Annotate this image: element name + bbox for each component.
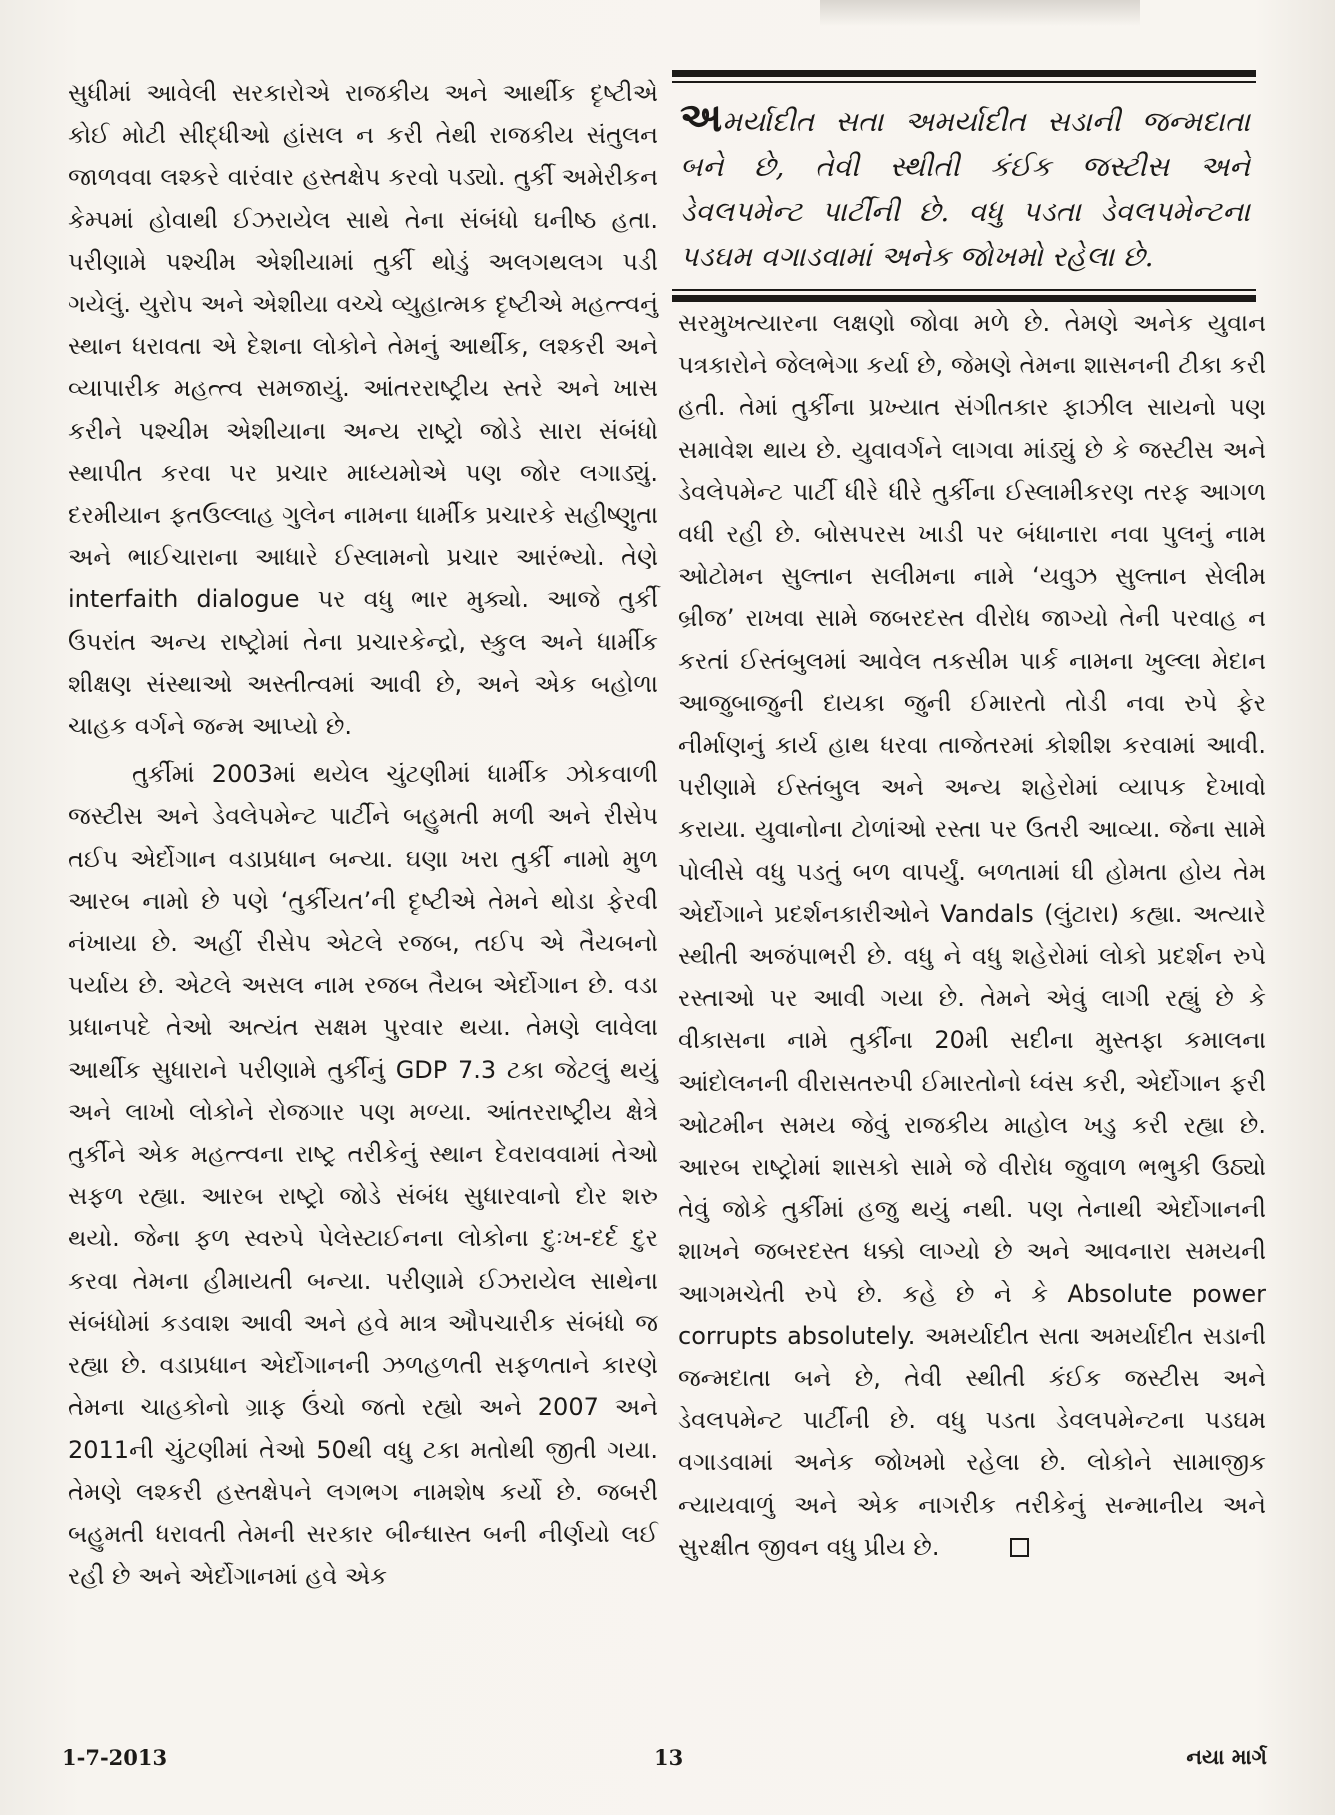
pull-quote-bottom-rules bbox=[672, 289, 1256, 302]
pull-quote-bottom-thin-rule bbox=[672, 289, 1256, 291]
left-column bbox=[68, 72, 658, 1597]
pull-quote-drop-cap: અ bbox=[680, 94, 723, 141]
right-paragraph-1-text: સરમુખત્યારના લક્ષણો જોવા મળે છે. તેમણે અનેક યુવાન પત્રકારોને જેલભેગા કર્યા છે, જેમણે તેમના શાસનની ટીકા કરી હતી. તેમાં તુર્કીના પ્રખ્યાત સંગીતકાર ફાઝીલ સાયનો પણ સમાવેશ થાય છે. યુવાવર્ગને લાગવા માંડ્યું છે કે જસ્ટીસ અને ડેવલેપમેન્ટ પાર્ટી ધીરે ધીરે તુર્કીના ઈસ્લામીકરણ તરફ આગળ વધી રહી છે. બોસપરસ ખાડી પર બંધાનારા નવા પુલનું નામ ઓટોમન સુલ્તાન સલીમના નામે ‘યવુઝ સુલ્તાન સેલીમ બ્રીજ’ રાખવા સામે જબરદસ્ત વીરોધ જાગ્યો તેની પરવાહ ન કરતાં ઈસ્તંબુલમાં આવેલ તકસીમ પાર્ક નામના ખુલ્લા મેદાન આજુબાજુની દાયકા જુની ઈમારતો તોડી નવા રુપે ફેર નીર્માણનું કાર્ય હાથ ધરવા તાજેતરમાં કોશીશ કરવામાં આવી. પરીણામે ઈસ્તંબુલ અને અન્ય શહેરોમાં વ્યાપક દેખાવો કરાયા. યુવાનોના ટોળાંઓ રસ્તા પર ઉતરી આવ્યા. જેના સામે પોલીસે વધુ પડતું બળ વાપર્યું. બળતામાં ઘી હોમતા હોય તેમ એર્દોગાને પ્રદર્શનકારીઓને Vandals (લુંટારા) કહ્યા. અત્યારે સ્થીતી અજંપાભરી છે. વધુ ને વધુ શહેરોમાં લોકો પ્રદર્શન રુપે રસ્તાઓ પર આવી ગયા છે. તેમને એવું લાગી રહ્યું છે કે વીકાસના નામે તુર્કીના 20મી સદીના મુસ્તફા કમાલના આંદોલનની વીરાસતરુપી ઈમારતોનો ધ્વંસ કરી, એર્દોગાન ફરી ઓટમીન સમય જેવું રાજકીય માહોલ ખડુ કરી રહ્યા છે. આરબ રાષ્ટ્રોમાં શાસકો સામે જે વીરોધ જુવાળ ભભુકી ઉઠ્યો તેવું જોકે તુર્કીમાં હજુ થયું નથી. પણ તેનાથી એર્દોગાનની શાખને જબરદસ્ત ધક્કો લાગ્યો છે અને આવનારા સમયની આગમચેતી રુપે છે. કહે છે ને કે Absolute power corrupts absolutely. અમર્યાદીત સતા અમર્યાદીત સડાની જન્મદાતા બને છે, તેવી સ્થીતી કંઈક જસ્ટીસ અને ડેવલપમેન્ટ પાર્ટીની છે. વધુ પડતા ડેવલપમેન્ટના પડઘમ વગાડવામાં અનેક જોખમો રહેલા છે. લોકોને સામાજીક ન્યાયવાળું અને એક નાગરીક તરીકેનું સન્માનીય અને સુરક્ષીત જીવન વધુ પ્રીય છે. bbox=[678, 309, 1266, 1561]
footer-date: 1-7-2013 bbox=[62, 1745, 168, 1770]
left-paragraph-2: તુર્કીમાં 2003માં થયેલ ચુંટણીમાં ધાર્મીક ઝોકવાળી જસ્ટીસ અને ડેવલેપમેન્ટ પાર્ટીને બહુમતી મળી અને રીસેપ તઈપ એર્દોગાન વડાપ્રધાન બન્યા. ઘણા ખરા તુર્કી નામો મુળ આરબ નામો છે પણે ‘તુર્કીયત’ની દૃષ્ટીએ તેમને થોડા ફેરવી નંખાયા છે. અહીં રીસેપ એટલે રજબ, તઈપ એ તૈયબનો પર્યાય છે. એટલે અસલ નામ રજબ તૈયબ એર્દોગાન છે. વડા પ્રધાનપદે તેઓ અત્યંત સક્ષમ પુરવાર થયા. તેમણે લાવેલા આર્થીક સુધારાને પરીણામે તુર્કીનું GDP 7.3 ટકા જેટલું થયું અને લાખો લોકોને રોજગાર પણ મળ્યા. આંતરરાષ્ટ્રીય ક્ષેત્રે તુર્કીને એક મહત્ત્વના રાષ્ટ્ર તરીકેનું સ્થાન દેવરાવવામાં તેઓ સફળ રહ્યા. આરબ રાષ્ટ્રો જોડે સંબંધ સુધારવાનો દોર શરુ થયો. જેના ફળ સ્વરુપે પેલેસ્ટાઈનના લોકોના દુઃખ-દર્દ દુર કરવા તેમના હીમાયતી બન્યા. પરીણામે ઈઝરાયેલ સાથેના સંબંધોમાં કડવાશ આવી અને હવે માત્ર ઔપચારીક સંબંધો જ રહ્યા છે. વડાપ્રધાન એર્દોગાનની ઝળહળતી સફળતાને કારણે તેમના ચાહકોનો ગ્રાફ ઉંચો જતો રહ્યો અને 2007 અને 2011ની ચુંટણીમાં તેઓ 50થી વધુ ટકા મતોથી જીતી ગયા. તેમણે લશ્કરી હસ્તક્ષેપને લગભગ નામશેષ કર્યો છે. જબરી બહુમતી ધરાવતી તેમની સરકાર બીન્ધાસ્ત બની નીર્ણયો લઈ રહી છે અને એર્દોગાનમાં હવે એક bbox=[68, 760, 658, 1591]
right-column bbox=[678, 302, 1266, 1568]
footer-page-number: 13 bbox=[654, 1745, 684, 1770]
footer-publication-name: નયા માર્ગ bbox=[1186, 1745, 1267, 1769]
pull-quote-text: મર્યાદીત સતા અમર્યાદીત સડાની જન્મદાતા બને છે, તેવી સ્થીતી કંઈક જસ્ટીસ અને ડેવલપમેન્ટ પાર્ટીની છે. વધુ પડતા ડેવલપમેન્ટના પડઘમ વગાડવામાં અનેક જોખમો રહેલા છે. bbox=[680, 105, 1250, 273]
end-of-article-square-icon bbox=[1010, 1538, 1029, 1557]
header-residue bbox=[820, 0, 1140, 26]
left-paragraph-1: સુધીમાં આવેલી સરકારોએ રાજકીય અને આર્થીક દૃષ્ટીએ કોઈ મોટી સીદ્ધીઓ હાંસલ ન કરી તેથી રાજકીય સંતુલન જાળવવા લશ્કરે વારંવાર હસ્તક્ષેપ કરવો પડ્યો. તુર્કી અમેરીકન કેમ્પમાં હોવાથી ઈઝરાયેલ સાથે તેના સંબંધો ઘનીષ્ઠ હતા. પરીણામે પશ્ચીમ એશીયામાં તુર્કી થોડું અલગથલગ પડી ગયેલું. યુરોપ અને એશીયા વચ્ચે વ્યુહાત્મક દૃષ્ટીએ મહત્ત્વનું સ્થાન ધરાવતા એ દેશના લોકોને તેમનું આર્થીક, લશ્કરી અને વ્યાપારીક મહત્ત્વ સમજાયું. આંતરરાષ્ટ્રીય સ્તરે અને ખાસ કરીને પશ્ચીમ એશીયાના અન્ય રાષ્ટ્રો જોડે સારા સંબંધો સ્થાપીત કરવા પર પ્રચાર માધ્યમોએ પણ જોર લગાડ્યું. દરમીયાન ફતઉલ્લાહ ગુલેન નામના ધાર્મીક પ્રચારકે સહીષ્ણુતા અને ભાઈચારાના આધારે ઈસ્લામનો પ્રચાર આરંભ્યો. તેણે interfaith dialogue પર વધુ ભાર મુક્યો. આજે તુર્કી ઉપરાંત અન્ય રાષ્ટ્રોમાં તેના પ્રચારકેન્દ્રો, સ્કુલ અને ધાર્મીક શીક્ષણ સંસ્થાઓ અસ્તીત્વમાં આવી છે, અને એક બહોળા ચાહક વર્ગને જન્મ આપ્યો છે. bbox=[68, 79, 658, 741]
right-paragraph-1 bbox=[678, 302, 1266, 1568]
pull-quote-top-rule bbox=[672, 70, 1256, 77]
pull-quote-body bbox=[672, 83, 1256, 289]
pull-quote bbox=[672, 70, 1256, 302]
pull-quote-bottom-rule bbox=[672, 295, 1256, 302]
